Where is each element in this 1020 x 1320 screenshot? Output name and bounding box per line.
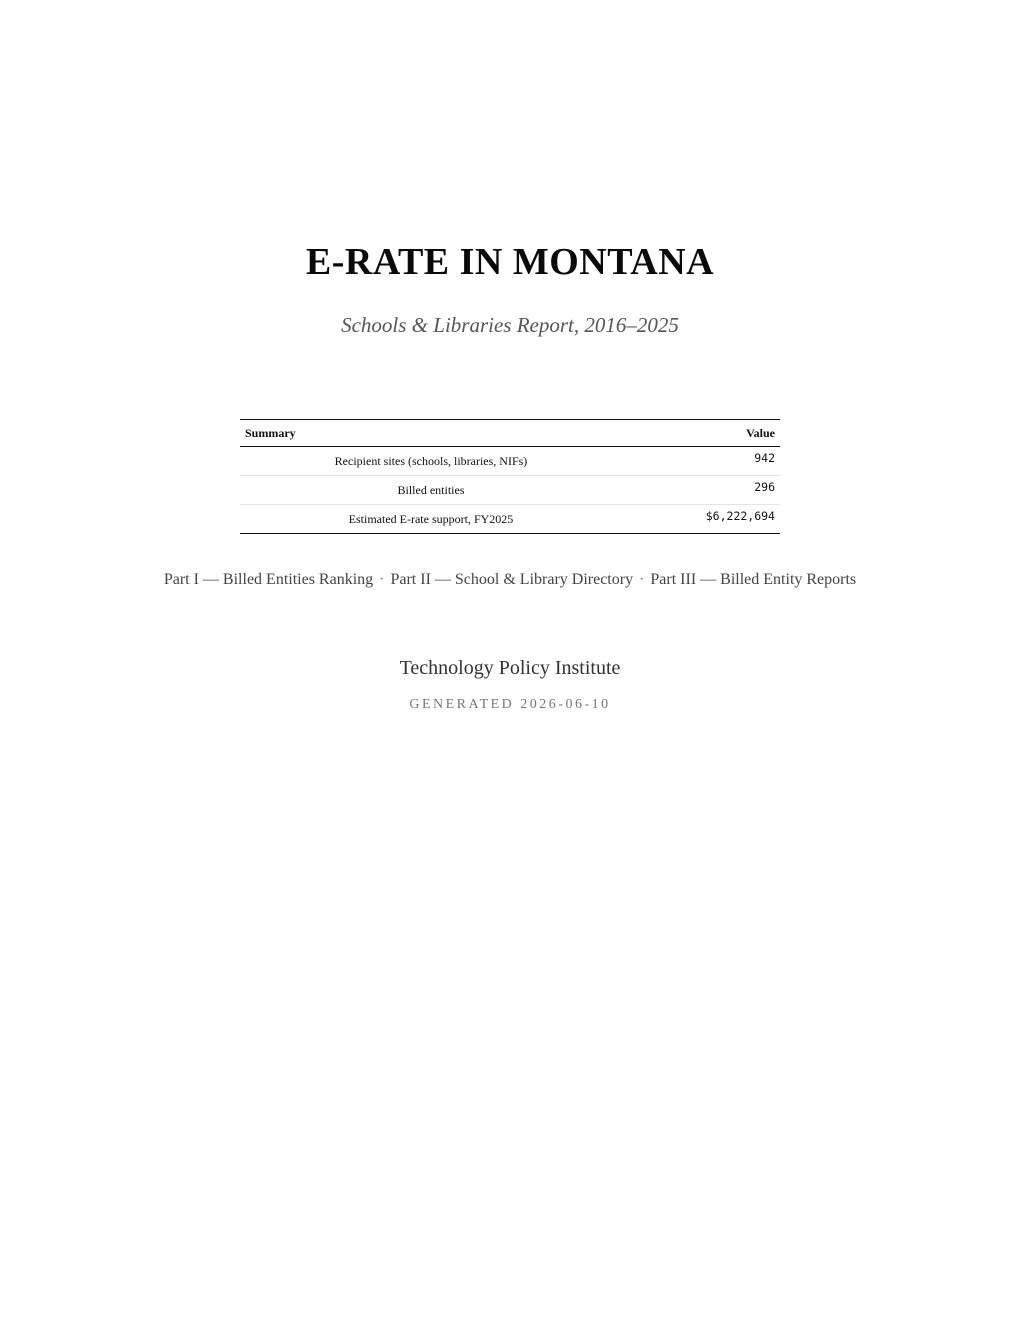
- row-value-estimated-support: $6,222,694: [705, 509, 775, 523]
- part-3-link[interactable]: Part III — Billed Entity Reports: [650, 571, 857, 588]
- document-subtitle: Schools & Libraries Report, 2016–2025: [341, 313, 679, 337]
- row-value-recipient-sites: 942: [622, 447, 780, 476]
- row-label-estimated-support: Estimated E-rate support, FY2025: [348, 511, 514, 526]
- part-1-link[interactable]: Part I — Billed Entities Ranking: [163, 571, 374, 588]
- separator-dot: ·: [639, 571, 645, 588]
- table-row: [240, 505, 780, 534]
- separator-dot: ·: [379, 571, 385, 588]
- row-label-billed-entities: Billed entities: [240, 476, 622, 505]
- row-value-billed-entities: 296: [622, 476, 780, 505]
- summary-table-header-row: [240, 420, 780, 447]
- summary-header: Summary: [240, 420, 622, 447]
- table-row: [240, 476, 780, 505]
- part-2-link[interactable]: Part II — School & Library Directory: [390, 571, 634, 588]
- row-label-recipient-sites: Recipient sites (schools, libraries, NIFs): [240, 447, 622, 476]
- value-header: Value: [622, 420, 780, 447]
- parts-list: [0, 571, 1020, 589]
- organization-name: Technology Policy Institute: [399, 657, 621, 679]
- summary-table: [240, 419, 780, 534]
- document-title: E-RATE IN MONTANA: [305, 241, 715, 283]
- generated-date: GENERATED 2026-06-10: [409, 697, 611, 712]
- table-row: [240, 447, 780, 476]
